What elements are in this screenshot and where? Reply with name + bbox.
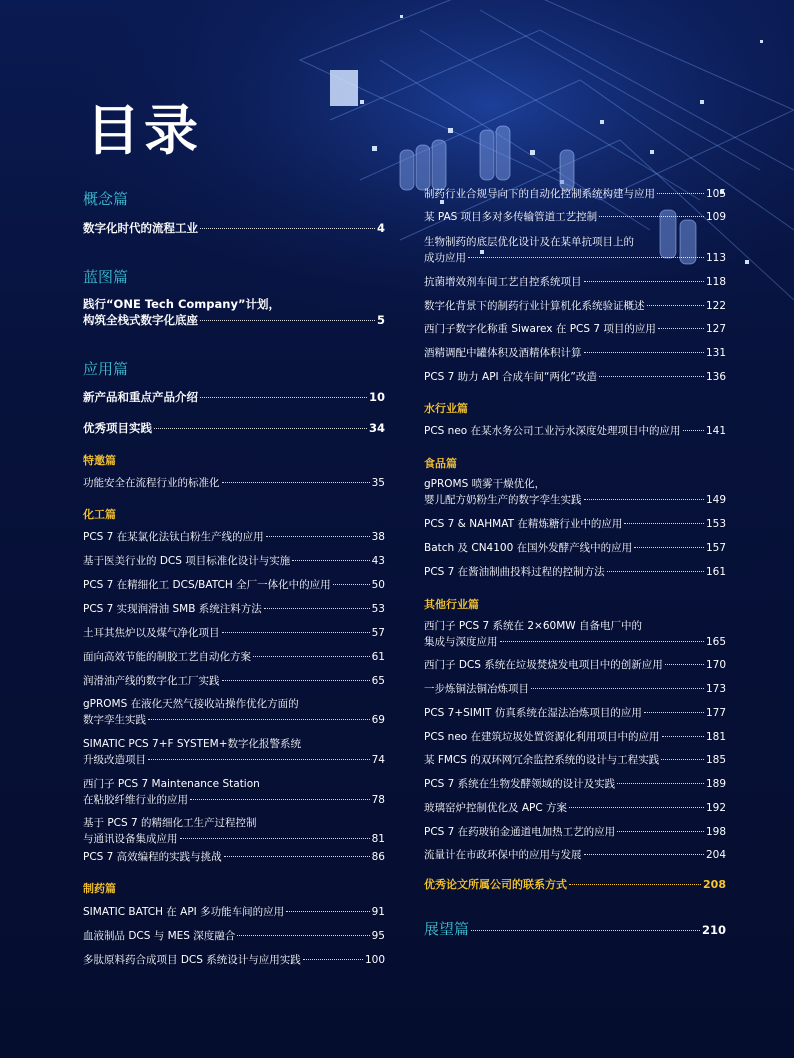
toc-entry[interactable] bbox=[83, 625, 385, 641]
toc-entry-title: 酒精调配中罐体积及酒精体积计算 bbox=[424, 347, 582, 359]
toc-leader-dots bbox=[683, 430, 704, 431]
toc-entry-title: 婴儿配方奶粉生产的数字孪生实践 bbox=[424, 494, 582, 506]
toc-entry-title: PCS 7 系统在生物发酵领域的设计及实践 bbox=[424, 778, 616, 790]
toc-entry-title: Batch 及 CN4100 在国外发酵产线中的应用 bbox=[424, 542, 633, 554]
toc-page-number: 161 bbox=[705, 566, 726, 578]
toc-leader-dots bbox=[266, 536, 370, 537]
toc-page-number: 95 bbox=[371, 930, 385, 942]
toc-leader-dots bbox=[531, 688, 704, 689]
toc-entry-title: 血液制品 DCS 与 MES 深度融合 bbox=[83, 930, 236, 942]
toc-entry-title: SIMATIC PCS 7+F SYSTEM+数字化报警系统 bbox=[83, 738, 302, 750]
toc-entry[interactable] bbox=[424, 345, 726, 361]
toc-page-number: 118 bbox=[705, 276, 726, 288]
toc-entry-title: PCS 7 在某氯化法钛白粉生产线的应用 bbox=[83, 531, 264, 543]
toc-category-heading: 水行业篇 bbox=[424, 402, 468, 415]
toc-entry[interactable] bbox=[83, 815, 385, 847]
toc-entry[interactable] bbox=[424, 234, 726, 266]
toc-entry-title: PCS 7 助力 API 合成车间“两化”改造 bbox=[424, 371, 597, 383]
toc-leader-dots bbox=[584, 499, 704, 500]
toc-leader-dots bbox=[662, 736, 704, 737]
toc-page-number: 109 bbox=[705, 211, 726, 223]
toc-entry[interactable] bbox=[424, 681, 726, 697]
toc-entry-title: 展望篇 bbox=[424, 920, 470, 938]
toc-page-number: 198 bbox=[705, 826, 726, 838]
toc-page-number: 113 bbox=[705, 252, 726, 264]
toc-entry[interactable] bbox=[424, 729, 726, 745]
toc-entry[interactable] bbox=[83, 849, 385, 865]
toc-leader-dots bbox=[224, 856, 370, 857]
toc-entry[interactable] bbox=[424, 824, 726, 840]
toc-page-number: 86 bbox=[371, 851, 385, 863]
toc-leader-dots bbox=[148, 719, 370, 720]
toc-leader-dots bbox=[292, 560, 369, 561]
toc-entry[interactable] bbox=[424, 516, 726, 532]
toc-entry[interactable] bbox=[424, 847, 726, 863]
toc-entry[interactable] bbox=[83, 220, 385, 236]
toc-entry-title: 基于医美行业的 DCS 项目标准化设计与实施 bbox=[83, 555, 291, 567]
toc-leader-dots bbox=[599, 216, 704, 217]
toc-entry-title: 西门子数字化称重 Siwarex 在 PCS 7 项目的应用 bbox=[424, 323, 656, 335]
toc-entry[interactable] bbox=[424, 540, 726, 556]
toc-leader-dots bbox=[665, 664, 704, 665]
toc-entry[interactable] bbox=[83, 389, 385, 405]
toc-entry-title: 基于 PCS 7 的精细化工生产过程控制 bbox=[83, 817, 257, 829]
toc-page-number: 81 bbox=[371, 833, 385, 845]
toc-entry-title: gPROMS 在液化天然气接收站操作优化方面的 bbox=[83, 698, 299, 710]
toc-entry[interactable] bbox=[424, 618, 726, 650]
toc-entry[interactable] bbox=[83, 673, 385, 689]
toc-entry-title: PCS 7 在精细化工 DCS/BATCH 全厂一体化中的应用 bbox=[83, 579, 331, 591]
toc-page-number: 61 bbox=[371, 651, 385, 663]
toc-page-number: 74 bbox=[371, 754, 385, 766]
toc-page-number: 100 bbox=[364, 954, 385, 966]
toc-leader-dots bbox=[222, 632, 370, 633]
toc-entry-title: PCS neo 在某水务公司工业污水深度处理项目中的应用 bbox=[424, 425, 681, 437]
toc-leader-dots bbox=[617, 783, 704, 784]
toc-entry-title: SIMATIC BATCH 在 API 多功能车间的应用 bbox=[83, 906, 285, 918]
toc-page-number: 173 bbox=[705, 683, 726, 695]
toc-entry[interactable] bbox=[83, 736, 385, 768]
toc-entry[interactable] bbox=[424, 657, 726, 673]
toc-leader-dots bbox=[584, 352, 704, 353]
toc-leader-dots bbox=[200, 320, 375, 321]
toc-entry-title: 面向高效节能的制胶工艺自动化方案 bbox=[83, 651, 251, 663]
toc-page-number: 122 bbox=[705, 300, 726, 312]
toc-leader-dots bbox=[253, 656, 370, 657]
toc-leader-dots bbox=[154, 428, 367, 429]
toc-entry-title: PCS 7 高效编程的实践与挑战 bbox=[83, 851, 222, 863]
toc-category-heading: 其他行业篇 bbox=[424, 598, 479, 611]
toc-leader-dots bbox=[584, 854, 704, 855]
toc-page-number: 192 bbox=[705, 802, 726, 814]
toc-page-number: 43 bbox=[371, 555, 385, 567]
toc-page-number: 35 bbox=[371, 477, 385, 489]
toc-page-number: 131 bbox=[705, 347, 726, 359]
toc-entry-title: 践行“ONE Tech Company”计划， bbox=[83, 297, 280, 311]
toc-leader-dots bbox=[333, 584, 370, 585]
toc-entry-title: 西门子 DCS 系统在垃圾焚烧发电项目中的创新应用 bbox=[424, 659, 663, 671]
toc-page-number: 165 bbox=[705, 636, 726, 648]
toc-leader-dots bbox=[237, 935, 369, 936]
toc-entry-title: 优秀项目实践 bbox=[83, 421, 152, 435]
toc-entry-title: 优秀论文所属公司的联系方式 bbox=[424, 878, 567, 891]
toc-page-number: 65 bbox=[371, 675, 385, 687]
toc-entry[interactable] bbox=[424, 476, 726, 508]
toc-entry-title: PCS 7 & NAHMAT 在精炼糖行业中的应用 bbox=[424, 518, 623, 530]
toc-entry-title: 新产品和重点产品介绍 bbox=[83, 390, 198, 404]
toc-page-number: 153 bbox=[705, 518, 726, 530]
toc-entry-title: 集成与深度应用 bbox=[424, 636, 498, 648]
toc-entry[interactable] bbox=[83, 776, 385, 808]
toc-page-number: 181 bbox=[705, 731, 726, 743]
toc-entry-title: 西门子 PCS 7 系统在 2×60MW 自备电厂中的 bbox=[424, 620, 642, 632]
toc-entry-title: PCS 7 在酱油制曲投料过程的控制方法 bbox=[424, 566, 605, 578]
toc-entry-title: 生物制药的底层优化设计及在某单抗项目上的 bbox=[424, 236, 634, 248]
toc-leader-dots bbox=[148, 759, 370, 760]
toc-leader-dots bbox=[569, 884, 701, 885]
toc-entry[interactable] bbox=[83, 420, 385, 436]
toc-page-number: 105 bbox=[705, 188, 726, 200]
toc-entry-title: 在粘胶纤维行业的应用 bbox=[83, 794, 188, 806]
toc-entry[interactable] bbox=[424, 564, 726, 580]
toc-leader-dots bbox=[468, 257, 704, 258]
toc-entry-title: 制药行业合规导向下的自动化控制系统构建与应用 bbox=[424, 188, 655, 200]
toc-page-number: 38 bbox=[371, 531, 385, 543]
toc-page-number: 177 bbox=[705, 707, 726, 719]
toc-entry[interactable] bbox=[83, 529, 385, 545]
toc-leader-dots bbox=[644, 712, 704, 713]
toc-entry[interactable] bbox=[83, 601, 385, 617]
toc-leader-dots bbox=[617, 831, 704, 832]
toc-page-number: 204 bbox=[705, 849, 726, 861]
toc-page-number: 69 bbox=[371, 714, 385, 726]
toc-entry-title: 西门子 PCS 7 Maintenance Station bbox=[83, 778, 260, 790]
toc-entry[interactable] bbox=[83, 577, 385, 593]
toc-page-number: 50 bbox=[371, 579, 385, 591]
toc-leader-dots bbox=[658, 328, 704, 329]
toc-page-number: 5 bbox=[376, 313, 385, 327]
toc-entry-title: PCS 7 在药玻铂金通道电加热工艺的应用 bbox=[424, 826, 616, 838]
toc-entry-title: 土耳其焦炉以及煤气净化项目 bbox=[83, 627, 220, 639]
toc-leader-dots bbox=[180, 838, 370, 839]
toc-leader-dots bbox=[500, 641, 704, 642]
toc-page-number: 4 bbox=[376, 221, 385, 235]
toc-entry-title: 抗菌增效剂车间工艺自控系统项目 bbox=[424, 276, 582, 288]
toc-category-heading: 制药篇 bbox=[83, 882, 116, 895]
toc-page-number: 53 bbox=[371, 603, 385, 615]
toc-page-number: 210 bbox=[701, 923, 726, 937]
toc-entry-title: 与通讯设备集成应用 bbox=[83, 833, 178, 845]
toc-page-number: 78 bbox=[371, 794, 385, 806]
toc-leader-dots bbox=[200, 397, 367, 398]
toc-entry-title: 多肽原料药合成项目 DCS 系统设计与应用实践 bbox=[83, 954, 301, 966]
toc-page-number: 149 bbox=[705, 494, 726, 506]
toc-entry[interactable] bbox=[424, 877, 726, 893]
toc-entry[interactable] bbox=[83, 296, 385, 328]
toc-section-heading: 概念篇 bbox=[83, 190, 129, 208]
toc-entry[interactable] bbox=[424, 705, 726, 721]
toc-entry[interactable] bbox=[424, 800, 726, 816]
toc-category-heading: 食品篇 bbox=[424, 457, 457, 470]
toc-entry[interactable] bbox=[424, 776, 726, 792]
toc-page-number: 57 bbox=[371, 627, 385, 639]
toc-entry[interactable] bbox=[83, 928, 385, 944]
toc-entry-title: PCS 7+SIMIT 仿真系统在湿法冶炼项目的应用 bbox=[424, 707, 642, 719]
toc-leader-dots bbox=[264, 608, 370, 609]
toc-entry-title: 玻璃窑炉控制优化及 APC 方案 bbox=[424, 802, 568, 814]
toc-entry-title: 数字化时代的流程工业 bbox=[83, 221, 198, 235]
toc-leader-dots bbox=[286, 911, 370, 912]
toc-entry-title: 成功应用 bbox=[424, 252, 466, 264]
toc-leader-dots bbox=[661, 759, 704, 760]
toc-page-number: 34 bbox=[368, 421, 385, 435]
toc-leader-dots bbox=[569, 807, 704, 808]
toc-leader-dots bbox=[584, 281, 704, 282]
toc-section-heading: 应用篇 bbox=[83, 360, 129, 378]
toc-leader-dots bbox=[647, 305, 704, 306]
toc-entry-title: 某 FMCS 的双环网冗余监控系统的设计与工程实践 bbox=[424, 754, 660, 766]
toc-leader-dots bbox=[657, 193, 704, 194]
page-title: 目录 bbox=[86, 99, 202, 162]
toc-entry[interactable] bbox=[83, 649, 385, 665]
toc-entry-title: 润滑油产线的数字化工厂实践 bbox=[83, 675, 220, 687]
toc-entry[interactable] bbox=[83, 696, 385, 728]
toc-page-number: 185 bbox=[705, 754, 726, 766]
toc-entry-title: 流量计在市政环保中的应用与发展 bbox=[424, 849, 582, 861]
toc-entry[interactable] bbox=[83, 475, 385, 491]
toc-entry-title: gPROMS 喷雾干燥优化， bbox=[424, 478, 546, 490]
toc-entry[interactable] bbox=[424, 752, 726, 768]
toc-entry-title: 升级改造项目 bbox=[83, 754, 146, 766]
toc-page-number: 157 bbox=[705, 542, 726, 554]
toc-entry-title: 数字化背景下的制药行业计算机化系统验证概述 bbox=[424, 300, 645, 312]
toc-entry-title: PCS 7 实现润滑油 SMB 系统注料方法 bbox=[83, 603, 262, 615]
toc-page-number: 208 bbox=[703, 878, 726, 891]
toc-leader-dots bbox=[222, 680, 370, 681]
toc-leader-dots bbox=[200, 228, 375, 229]
toc-entry-title: PCS neo 在建筑垃圾处置资源化利用项目中的应用 bbox=[424, 731, 660, 743]
toc-entry-title: 构筑全栈式数字化底座 bbox=[83, 313, 198, 327]
toc-category-heading: 特邀篇 bbox=[83, 454, 116, 467]
toc-page-number: 136 bbox=[705, 371, 726, 383]
toc-page-number: 127 bbox=[705, 323, 726, 335]
toc-entry[interactable] bbox=[424, 209, 726, 225]
toc-page-number: 189 bbox=[705, 778, 726, 790]
toc-entry[interactable] bbox=[424, 921, 726, 938]
toc-leader-dots bbox=[624, 523, 704, 524]
toc-entry[interactable] bbox=[424, 423, 726, 439]
toc-leader-dots bbox=[607, 571, 704, 572]
toc-leader-dots bbox=[634, 547, 704, 548]
toc-entry[interactable] bbox=[83, 904, 385, 920]
toc-entry-title: 某 PAS 项目多对多传输管道工艺控制 bbox=[424, 211, 598, 223]
toc-leader-dots bbox=[190, 799, 370, 800]
toc-leader-dots bbox=[303, 959, 363, 960]
toc-page-number: 91 bbox=[371, 906, 385, 918]
toc-entry-title: 功能安全在流程行业的标准化 bbox=[83, 477, 220, 489]
toc-entry[interactable] bbox=[424, 369, 726, 385]
toc-entry[interactable] bbox=[424, 321, 726, 337]
toc-entry-title: 一步炼铜法铜冶炼项目 bbox=[424, 683, 529, 695]
toc-section-heading: 蓝图篇 bbox=[83, 268, 129, 286]
toc-leader-dots bbox=[471, 930, 700, 931]
toc-page-number: 141 bbox=[705, 425, 726, 437]
toc-entry[interactable] bbox=[424, 298, 726, 314]
toc-category-heading: 化工篇 bbox=[83, 508, 116, 521]
toc-entry[interactable] bbox=[424, 274, 726, 290]
toc-page-number: 170 bbox=[705, 659, 726, 671]
toc-entry-title: 数字孪生实践 bbox=[83, 714, 146, 726]
toc-leader-dots bbox=[222, 482, 370, 483]
toc-entry[interactable] bbox=[83, 553, 385, 569]
toc-leader-dots bbox=[599, 376, 704, 377]
toc-entry[interactable] bbox=[83, 952, 385, 968]
toc-entry[interactable] bbox=[424, 186, 726, 202]
toc-page-number: 10 bbox=[368, 390, 385, 404]
